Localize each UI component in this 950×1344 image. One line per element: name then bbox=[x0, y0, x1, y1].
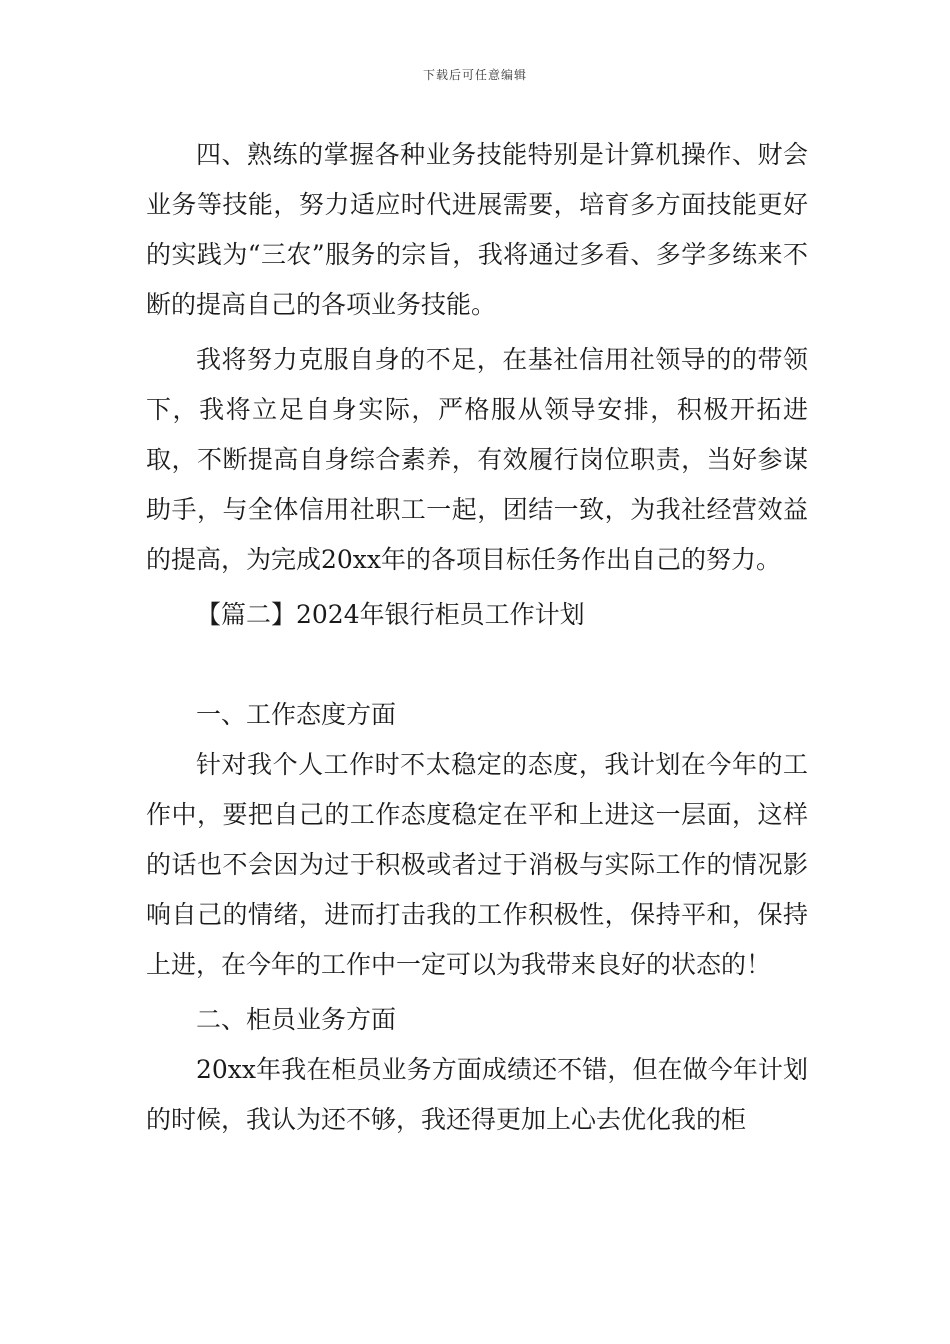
document-body bbox=[146, 130, 808, 1145]
paragraph-commitment: 我将努力克服自身的不足，在基社信用社领导的的带领下，我将立足自身实际，严格服从领导安排，积极开拓进取，不断提高自身综合素养，有效履行岗位职责，当好参谋助手，与全体信用社职工一起，团结一致，为我社经营效益的提高，为完成20xx年的各项目标任务作出自己的努力。 bbox=[146, 345, 808, 574]
section-title: 【篇二】2024年银行柜员工作计划 bbox=[196, 600, 585, 629]
heading-teller-business: 二、柜员业务方面 bbox=[196, 1005, 397, 1034]
paragraph-skills: 四、熟练的掌握各种业务技能特别是计算机操作、财会业务等技能，努力适应时代进展需要，培育多方面技能更好的实践为“三农”服务的宗旨，我将通过多看、多学多练来不断的提高自己的各项业务技能。 bbox=[146, 140, 808, 319]
paragraph-work-attitude: 针对我个人工作时不太稳定的态度，我计划在今年的工作中，要把自己的工作态度稳定在平和上进这一层面，这样的话也不会因为过于积极或者过于消极与实际工作的情况影响自己的情绪，进而打击我的工作积极性，保持平和，保持上进，在今年的工作中一定可以为我带来良好的状态的！ bbox=[146, 750, 808, 979]
header-note: 下载后可任意编辑 bbox=[422, 68, 527, 82]
heading-work-attitude: 一、工作态度方面 bbox=[196, 700, 397, 729]
paragraph-teller-business: 20xx年我在柜员业务方面成绩还不错，但在做今年计划的时候，我认为还不够，我还得更加上心去优化我的柜 bbox=[146, 1055, 808, 1134]
